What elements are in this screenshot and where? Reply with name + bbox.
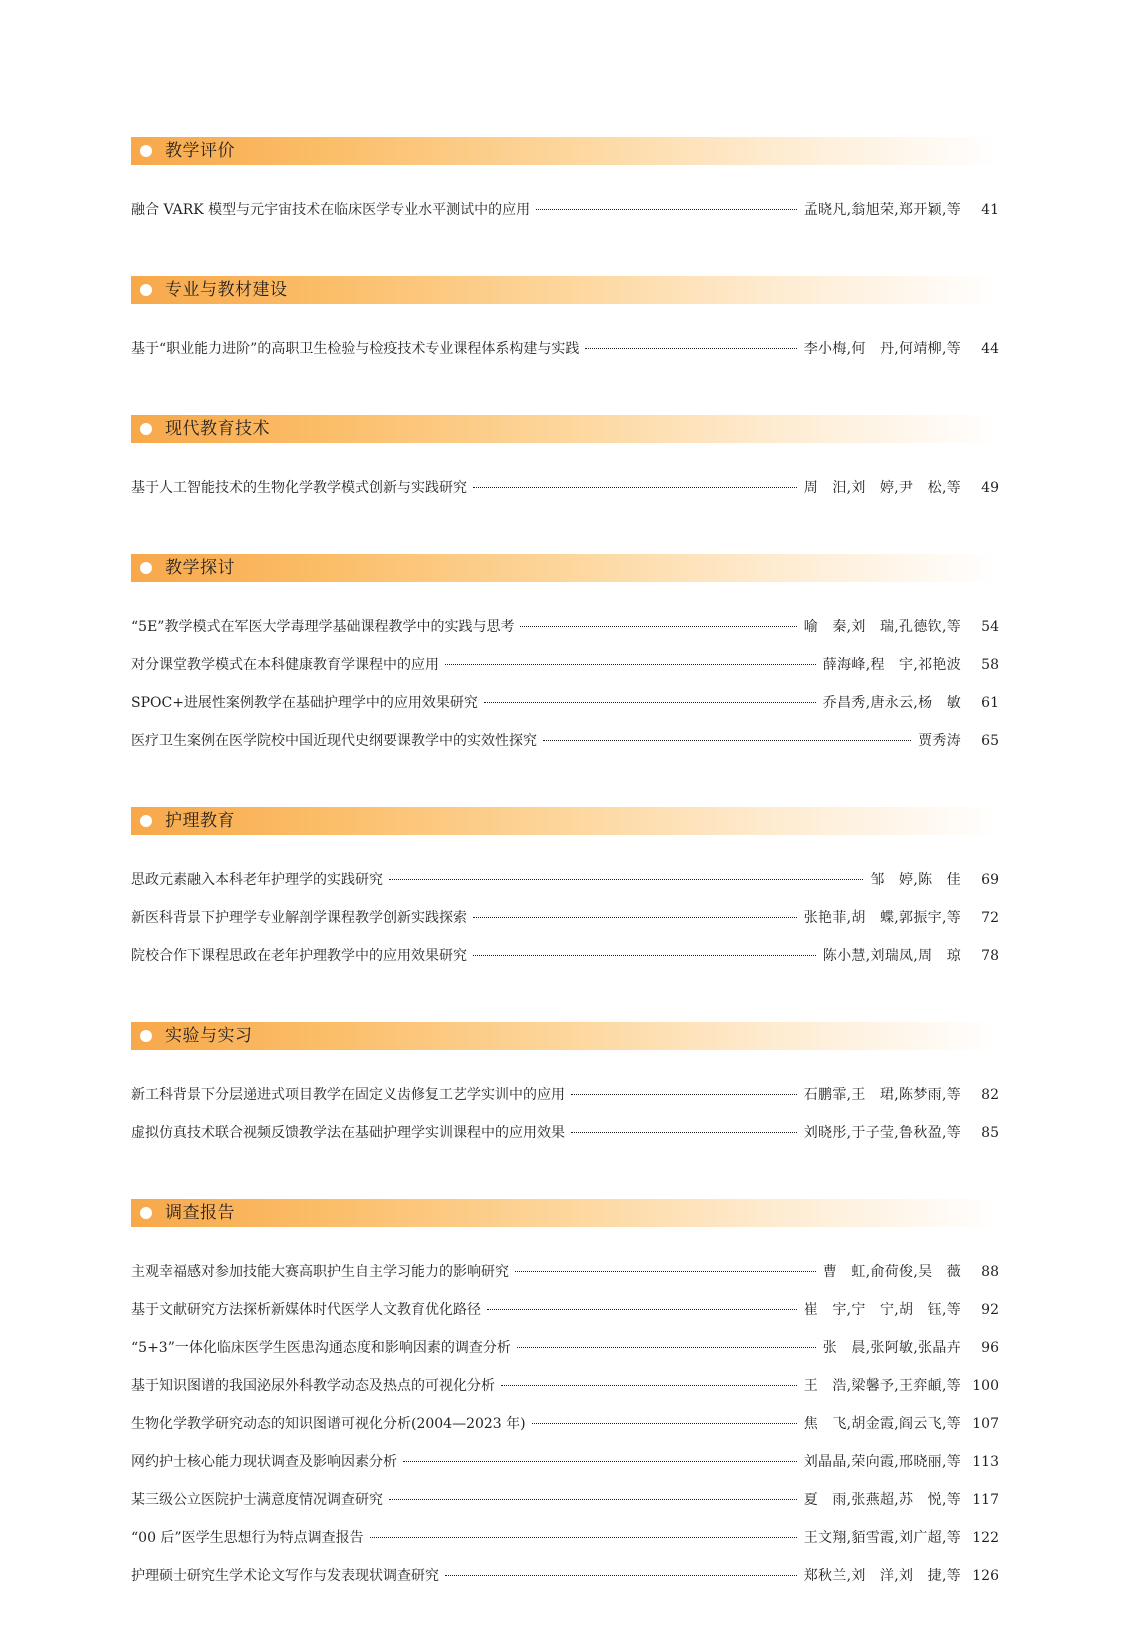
toc-entry[interactable] — [131, 1122, 999, 1160]
article-authors: 薛海峰,程 宇,祁艳波 — [822, 657, 961, 673]
page-number: 113 — [972, 1454, 999, 1470]
article-authors: 石鹏霏,王 珺,陈梦雨,等 — [803, 1087, 961, 1103]
article-authors: 乔昌秀,唐永云,杨 敏 — [822, 695, 961, 711]
dot-leader — [389, 1499, 797, 1500]
dot-leader — [473, 955, 816, 956]
toc-entry[interactable] — [131, 1565, 999, 1603]
article-authors: 王 浩,梁馨予,王弈頔,等 — [803, 1378, 961, 1394]
entry-list — [131, 835, 999, 983]
article-title[interactable]: 生物化学教学研究动态的知识图谱可视化分析(2004—2023 年) — [131, 1416, 526, 1432]
article-title[interactable]: 护理硕士研究生学术论文写作与发表现状调查研究 — [131, 1568, 439, 1584]
toc-entry[interactable] — [131, 199, 999, 237]
page-number: 122 — [972, 1530, 999, 1546]
article-authors: 陈小慧,刘瑞凤,周 琼 — [822, 948, 961, 964]
dot-leader — [403, 1461, 797, 1462]
toc-section — [131, 807, 999, 983]
article-title[interactable]: 融合 VARK 模型与元宇宙技术在临床医学专业水平测试中的应用 — [131, 202, 531, 218]
page-number: 72 — [981, 910, 999, 926]
section-header — [131, 415, 999, 443]
toc-entry[interactable] — [131, 907, 999, 945]
page-number: 58 — [981, 657, 999, 673]
toc-entry[interactable] — [131, 338, 999, 376]
article-title[interactable]: 虚拟仿真技术联合视频反馈教学法在基础护理学实训课程中的应用效果 — [131, 1125, 565, 1141]
bullet-icon — [140, 562, 152, 574]
article-title[interactable]: 思政元素融入本科老年护理学的实践研究 — [131, 872, 383, 888]
page-number: 117 — [972, 1492, 999, 1508]
article-authors: 王文翔,貊雪霞,刘广超,等 — [803, 1530, 961, 1546]
page-number: 44 — [981, 341, 999, 357]
dot-leader — [520, 626, 796, 627]
toc-entry[interactable] — [131, 1299, 999, 1337]
toc-entry[interactable] — [131, 477, 999, 515]
dot-leader — [445, 664, 816, 665]
section-title: 教学探讨 — [165, 558, 235, 578]
article-title[interactable]: 某三级公立医院护士满意度情况调查研究 — [131, 1492, 383, 1508]
page-number: 88 — [981, 1264, 999, 1280]
toc-entry[interactable] — [131, 1451, 999, 1489]
dot-leader — [487, 1309, 797, 1310]
article-title[interactable]: “00 后”医学生思想行为特点调查报告 — [131, 1530, 364, 1546]
bullet-icon — [140, 1030, 152, 1042]
article-authors: 孟晓凡,翁旭荣,郑开颖,等 — [803, 202, 961, 218]
toc-entry[interactable] — [131, 1489, 999, 1527]
article-authors: 张 晨,张阿敏,张晶卉 — [822, 1340, 961, 1356]
page-number: 49 — [981, 480, 999, 496]
dot-leader — [571, 1132, 797, 1133]
page-number: 85 — [981, 1125, 999, 1141]
dot-leader — [515, 1271, 816, 1272]
dot-leader — [473, 917, 797, 918]
toc-entry[interactable] — [131, 869, 999, 907]
dot-leader — [585, 348, 796, 349]
article-authors: 贾秀涛 — [918, 733, 961, 749]
section-header — [131, 554, 999, 582]
article-authors: 刘晓彤,于子莹,鲁秋盈,等 — [803, 1125, 961, 1141]
article-authors: 崔 宇,宁 宁,胡 钰,等 — [803, 1302, 961, 1318]
section-title: 调查报告 — [165, 1203, 235, 1223]
article-authors: 夏 雨,张燕超,苏 悦,等 — [803, 1492, 961, 1508]
page-number: 82 — [981, 1087, 999, 1103]
toc-entry[interactable] — [131, 1337, 999, 1375]
section-header — [131, 807, 999, 835]
section-header — [131, 1199, 999, 1227]
entry-list — [131, 165, 999, 237]
article-authors: 李小梅,何 丹,何靖柳,等 — [803, 341, 961, 357]
article-authors: 邹 婷,陈 佳 — [870, 872, 961, 888]
entry-list — [131, 1050, 999, 1160]
toc-section — [131, 554, 999, 768]
page-number: 107 — [972, 1416, 999, 1432]
dot-leader — [571, 1094, 797, 1095]
entry-list — [131, 582, 999, 768]
article-authors: 刘晶晶,荣向霞,邢晓丽,等 — [803, 1454, 961, 1470]
article-authors: 郑秋兰,刘 洋,刘 捷,等 — [803, 1568, 961, 1584]
section-title: 专业与教材建设 — [165, 280, 288, 300]
page-number: 96 — [981, 1340, 999, 1356]
article-authors: 张艳菲,胡 蝶,郭振宇,等 — [803, 910, 961, 926]
article-title[interactable]: 对分课堂教学模式在本科健康教育学课程中的应用 — [131, 657, 439, 673]
section-header — [131, 1022, 999, 1050]
article-title[interactable]: 新工科背景下分层递进式项目教学在固定义齿修复工艺学实训中的应用 — [131, 1087, 565, 1103]
section-header — [131, 137, 999, 165]
bullet-icon — [140, 284, 152, 296]
toc-entry[interactable] — [131, 1084, 999, 1122]
section-title: 现代教育技术 — [165, 419, 270, 439]
article-title[interactable]: 新医科背景下护理学专业解剖学课程教学创新实践探索 — [131, 910, 467, 926]
bullet-icon — [140, 423, 152, 435]
entry-list — [131, 443, 999, 515]
toc-section — [131, 1199, 999, 1603]
article-title[interactable]: SPOC+进展性案例教学在基础护理学中的应用效果研究 — [131, 695, 478, 711]
dot-leader — [484, 702, 816, 703]
page-number: 69 — [981, 872, 999, 888]
bullet-icon — [140, 145, 152, 157]
dot-leader — [501, 1385, 797, 1386]
section-title: 教学评价 — [165, 141, 235, 161]
toc-entry[interactable] — [131, 616, 999, 654]
article-title[interactable]: 基于知识图谱的我国泌尿外科教学动态及热点的可视化分析 — [131, 1378, 495, 1394]
article-title[interactable]: “5E”教学模式在军医大学毒理学基础课程教学中的实践与思考 — [131, 619, 515, 635]
page-number: 65 — [981, 733, 999, 749]
article-authors: 焦 飞,胡金霞,阎云飞,等 — [803, 1416, 961, 1432]
bullet-icon — [140, 815, 152, 827]
toc-entry[interactable] — [131, 1413, 999, 1451]
article-authors: 周 汨,刘 婷,尹 松,等 — [803, 480, 961, 496]
dot-leader — [543, 740, 911, 741]
page-number: 92 — [981, 1302, 999, 1318]
dot-leader — [389, 879, 863, 880]
page-number: 41 — [981, 202, 999, 218]
toc-entry[interactable] — [131, 692, 999, 730]
page-number: 78 — [981, 948, 999, 964]
dot-leader — [370, 1537, 797, 1538]
article-title[interactable]: 主观幸福感对参加技能大赛高职护生自主学习能力的影响研究 — [131, 1264, 509, 1280]
toc-section — [131, 276, 999, 376]
article-title[interactable]: 基于文献研究方法探析新媒体时代医学人文教育优化路径 — [131, 1302, 481, 1318]
toc-section — [131, 415, 999, 515]
toc-section — [131, 137, 999, 237]
dot-leader — [445, 1575, 797, 1576]
entry-list — [131, 304, 999, 376]
toc-entry[interactable] — [131, 945, 999, 983]
bullet-icon — [140, 1207, 152, 1219]
toc-entry[interactable] — [131, 730, 999, 768]
toc-entry[interactable] — [131, 1375, 999, 1413]
article-title[interactable]: 基于“职业能力进阶”的高职卫生检验与检疫技术专业课程体系构建与实践 — [131, 341, 580, 357]
article-title[interactable]: 基于人工智能技术的生物化学教学模式创新与实践研究 — [131, 480, 467, 496]
page-number: 100 — [972, 1378, 999, 1394]
dot-leader — [532, 1423, 797, 1424]
article-title[interactable]: 院校合作下课程思政在老年护理教学中的应用效果研究 — [131, 948, 467, 964]
article-authors: 喻 秦,刘 瑞,孔德钦,等 — [803, 619, 961, 635]
page-number: 126 — [972, 1568, 999, 1584]
toc-section — [131, 1022, 999, 1160]
section-title: 实验与实习 — [165, 1026, 253, 1046]
article-authors: 曹 虹,俞荷俊,吴 薇 — [822, 1264, 961, 1280]
table-of-contents — [131, 137, 999, 1642]
article-title[interactable]: 医疗卫生案例在医学院校中国近现代史纲要课教学中的实效性探究 — [131, 733, 537, 749]
dot-leader — [536, 209, 797, 210]
page-number: 54 — [981, 619, 999, 635]
page-number: 61 — [981, 695, 999, 711]
dot-leader — [517, 1347, 816, 1348]
section-header — [131, 276, 999, 304]
toc-entry[interactable] — [131, 1527, 999, 1565]
article-title[interactable]: “5+3”一体化临床医学生医患沟通态度和影响因素的调查分析 — [131, 1340, 511, 1356]
entry-list — [131, 1227, 999, 1603]
article-title[interactable]: 网约护士核心能力现状调查及影响因素分析 — [131, 1454, 397, 1470]
toc-entry[interactable] — [131, 1261, 999, 1299]
dot-leader — [473, 487, 797, 488]
section-title: 护理教育 — [165, 811, 235, 831]
toc-entry[interactable] — [131, 654, 999, 692]
